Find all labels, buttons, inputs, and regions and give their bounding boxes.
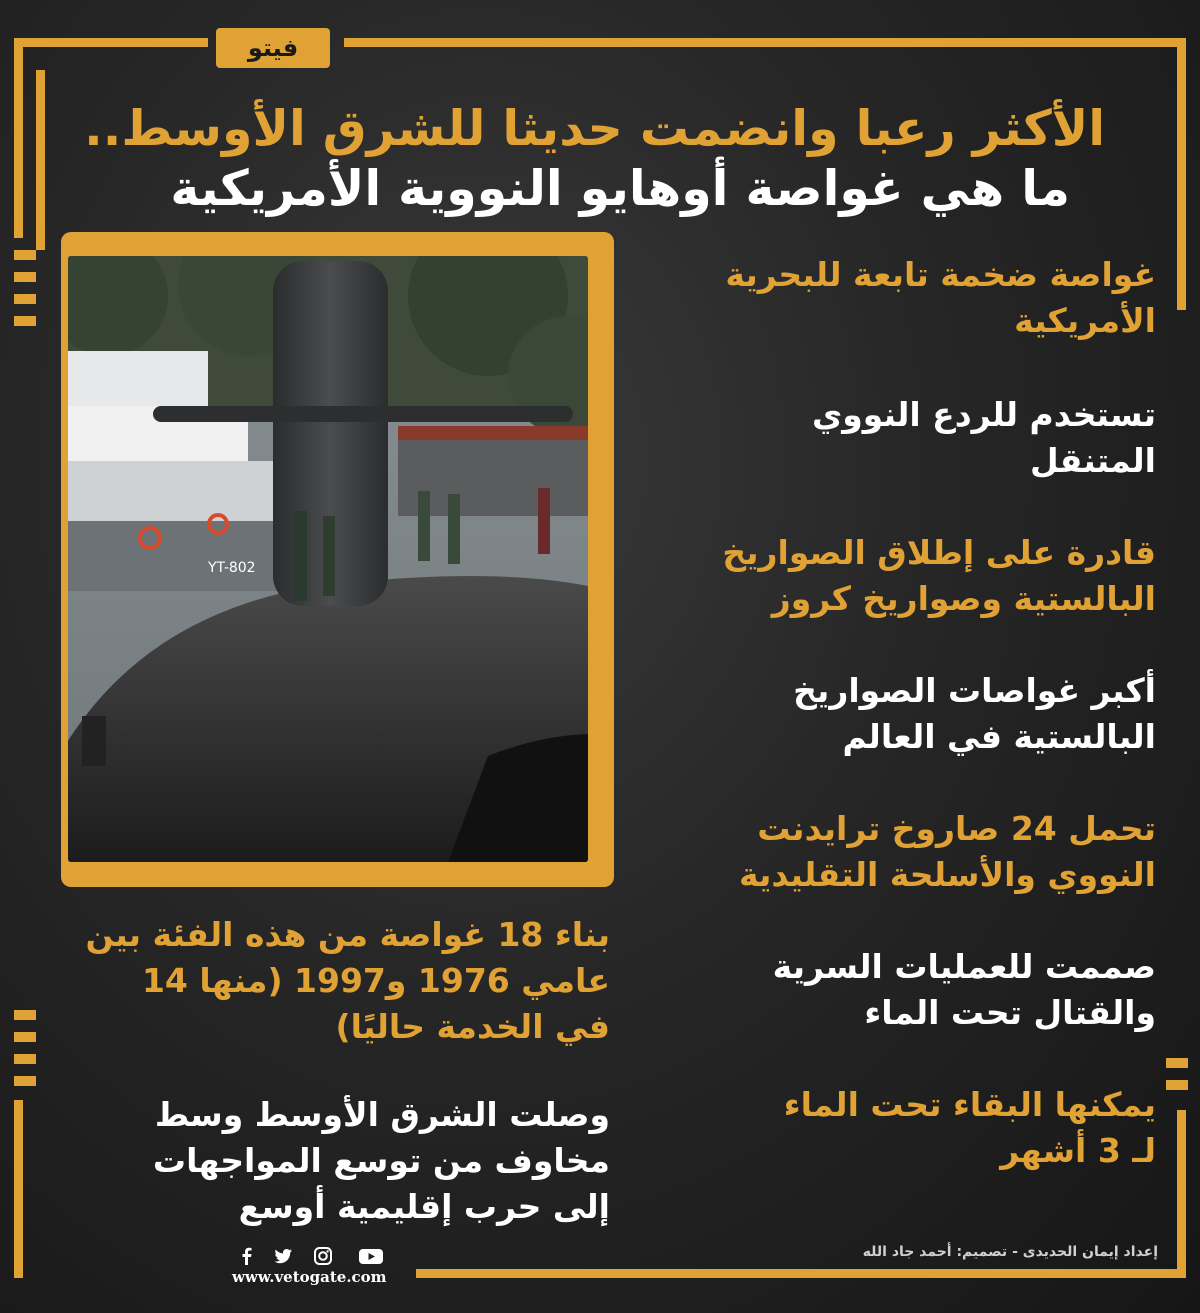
fact-2-line-1: تستخدم للردع النووي [812, 395, 1156, 434]
twitter-icon[interactable] [272, 1245, 294, 1267]
left-fact-1 [40, 912, 610, 1050]
credits: إعداد إيمان الحديدى - تصميم: أحمد جاد الله [862, 1244, 1158, 1260]
fact-4 [656, 668, 1156, 760]
fact-4-line-1: أكبر غواصات الصواريخ [793, 671, 1156, 710]
frame-bottom [416, 1269, 1186, 1278]
frame-right-bottom [1177, 1110, 1186, 1278]
hull-marking: YT-802 [208, 560, 256, 576]
right-dashes [1166, 1058, 1190, 1108]
left-dashes-bottom [14, 1010, 38, 1090]
fact-1-line-2: الأمريكية [1014, 301, 1156, 340]
left-fact-1-line-1: بناء 18 غواصة من هذه الفئة بين [85, 915, 610, 954]
left-fact-1-line-2: عامي 1976 و1997 (منها 14 [141, 961, 610, 1000]
fact-3-line-1: قادرة على إطلاق الصواريخ [722, 533, 1156, 572]
fact-2-line-2: المتنقل [1030, 441, 1156, 480]
fact-4-line-2: البالستية في العالم [842, 717, 1156, 756]
fact-7 [656, 1082, 1156, 1174]
left-dashes-top [14, 250, 38, 330]
fact-1 [656, 252, 1156, 344]
frame-left [14, 38, 23, 238]
fact-5-line-1: تحمل 24 صاروخ ترايدنت [757, 809, 1156, 848]
instagram-icon[interactable] [312, 1245, 334, 1267]
fact-7-line-1: يمكنها البقاء تحت الماء [783, 1085, 1156, 1124]
left-fact-2 [40, 1092, 610, 1230]
fact-7-line-2: لـ 3 أشهر [1000, 1131, 1156, 1170]
headline-line-1: الأكثر رعبا وانضمت حديثا للشرق الأوسط.. [84, 100, 1105, 157]
facebook-icon[interactable] [236, 1245, 258, 1267]
fact-2 [656, 392, 1156, 484]
submarine-photo [68, 256, 588, 862]
headline-line-2: ما هي غواصة أوهايو النووية الأمريكية [170, 160, 1070, 217]
youtube-icon[interactable] [358, 1245, 384, 1267]
frame-right [1177, 38, 1186, 310]
frame-top-right [344, 38, 1186, 47]
website-link[interactable]: www.vetogate.com [232, 1268, 387, 1286]
left-fact-1-line-3: في الخدمة حاليًا) [335, 1007, 610, 1046]
frame-left-bottom [14, 1100, 23, 1278]
fact-6-line-1: صممت للعمليات السرية [772, 947, 1156, 986]
left-fact-2-line-3: إلى حرب إقليمية أوسع [238, 1187, 610, 1226]
fact-6 [656, 944, 1156, 1036]
left-fact-2-line-1: وصلت الشرق الأوسط وسط [154, 1095, 610, 1134]
fact-1-line-1: غواصة ضخمة تابعة للبحرية [725, 255, 1156, 294]
left-fact-2-line-2: مخاوف من توسع المواجهات [152, 1141, 610, 1180]
fact-3 [656, 530, 1156, 622]
fact-3-line-2: البالستية وصواريخ كروز [771, 579, 1156, 618]
frame-top-left [14, 38, 208, 47]
fact-6-line-2: والقتال تحت الماء [864, 993, 1156, 1032]
frame-left-inner [36, 70, 45, 250]
fact-5-line-2: النووي والأسلحة التقليدية [738, 855, 1156, 894]
fact-5 [656, 806, 1156, 898]
veto-logo[interactable]: فيتو [216, 28, 330, 68]
